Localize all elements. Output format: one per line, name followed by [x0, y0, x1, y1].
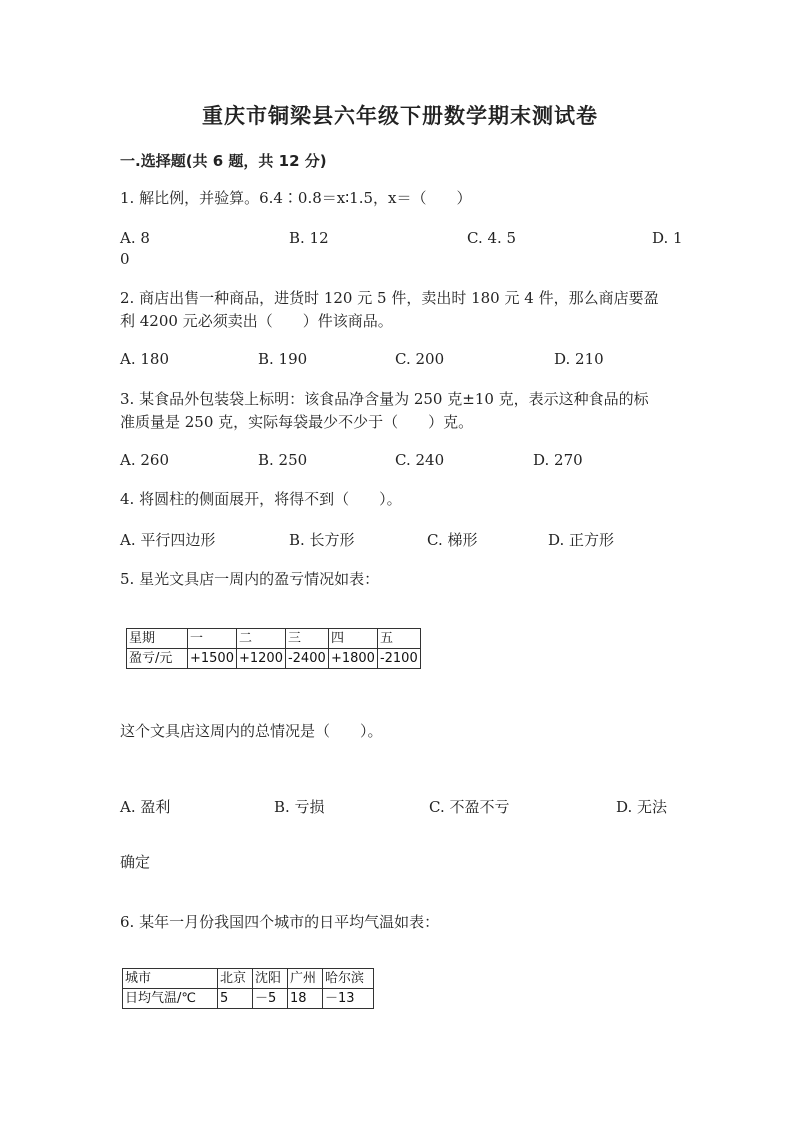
table-cell: 四 [328, 629, 377, 649]
question-6-text: 6. 某年一月份我国四个城市的日平均气温如表： [120, 913, 440, 931]
table-cell: 日均气温/℃ [123, 989, 218, 1009]
table-row [123, 969, 374, 989]
q5-option-d-wrap: 确定 [120, 853, 151, 871]
q4-option-c: C. 梯形 [427, 531, 478, 549]
q3-option-a: A. 260 [120, 451, 169, 469]
table-cell: －5 [253, 989, 288, 1009]
table-cell: 二 [236, 629, 285, 649]
question-5-text: 5. 星光文具店一周内的盈亏情况如表： [120, 570, 380, 588]
table-cell: 盈亏/元 [127, 649, 188, 669]
q1-option-a: A. 8 [120, 229, 150, 247]
table-row [123, 989, 374, 1009]
table-cell: -2100 [377, 649, 420, 669]
table-cell: 广州 [288, 969, 323, 989]
question-3-line-1: 3. 某食品外包装袋上标明：该食品净含量为 250 克±10 克，表示这种食品的标 [120, 390, 649, 408]
q3-option-d: D. 270 [533, 451, 583, 469]
q3-option-c: C. 240 [395, 451, 445, 469]
page-title: 重庆市铜梁县六年级下册数学期末测试卷 [202, 104, 598, 128]
table-cell: +1800 [328, 649, 377, 669]
question-5-question: 这个文具店这周内的总情况是（ ）。 [120, 722, 383, 740]
q1-option-d-wrap: 0 [120, 250, 130, 268]
q2-option-b: B. 190 [258, 350, 308, 368]
temperature-table [122, 968, 374, 1009]
table-cell: －13 [323, 989, 374, 1009]
table-cell: +1200 [236, 649, 285, 669]
table-cell: -2400 [285, 649, 328, 669]
q4-option-a: A. 平行四边形 [120, 531, 216, 549]
table-cell: 5 [218, 989, 253, 1009]
profit-loss-table [126, 628, 421, 669]
q5-option-c: C. 不盈不亏 [429, 798, 510, 816]
q5-option-d: D. 无法 [616, 798, 668, 816]
question-4-text: 4. 将圆柱的侧面展开，将得不到（ ）。 [120, 490, 402, 508]
table-cell: +1500 [188, 649, 237, 669]
q5-option-b: B. 亏损 [274, 798, 325, 816]
table-cell: 五 [377, 629, 420, 649]
q2-option-a: A. 180 [120, 350, 169, 368]
q4-option-b: B. 长方形 [289, 531, 355, 549]
section-heading: 一.选择题(共 6 题，共 12 分) [120, 152, 327, 170]
q1-option-d: D. 1 [652, 229, 683, 247]
table-cell: 三 [285, 629, 328, 649]
q1-option-b: B. 12 [289, 229, 329, 247]
table-cell: 星期 [127, 629, 188, 649]
question-2-line-1: 2. 商店出售一种商品，进货时 120 元 5 件，卖出时 180 元 4 件，那么商店要盈 [120, 289, 659, 307]
q4-option-d: D. 正方形 [548, 531, 615, 549]
q1-option-c: C. 4. 5 [467, 229, 517, 247]
table-cell: 北京 [218, 969, 253, 989]
q2-option-d: D. 210 [554, 350, 604, 368]
question-2-line-2: 利 4200 元必须卖出（ ）件该商品。 [120, 312, 393, 330]
table-cell: 18 [288, 989, 323, 1009]
q5-option-a: A. 盈利 [120, 798, 171, 816]
q3-option-b: B. 250 [258, 451, 308, 469]
q2-option-c: C. 200 [395, 350, 445, 368]
table-cell: 哈尔滨 [323, 969, 374, 989]
question-3-line-2: 准质量是 250 克，实际每袋最少不少于（ ）克。 [120, 413, 474, 431]
table-cell: 一 [188, 629, 237, 649]
table-row [127, 649, 421, 669]
question-1-text: 1. 解比例，并验算。6.4∶0.8＝x∶1.5，x＝（ ） [120, 189, 472, 207]
table-cell: 沈阳 [253, 969, 288, 989]
table-cell: 城市 [123, 969, 218, 989]
table-row [127, 629, 421, 649]
